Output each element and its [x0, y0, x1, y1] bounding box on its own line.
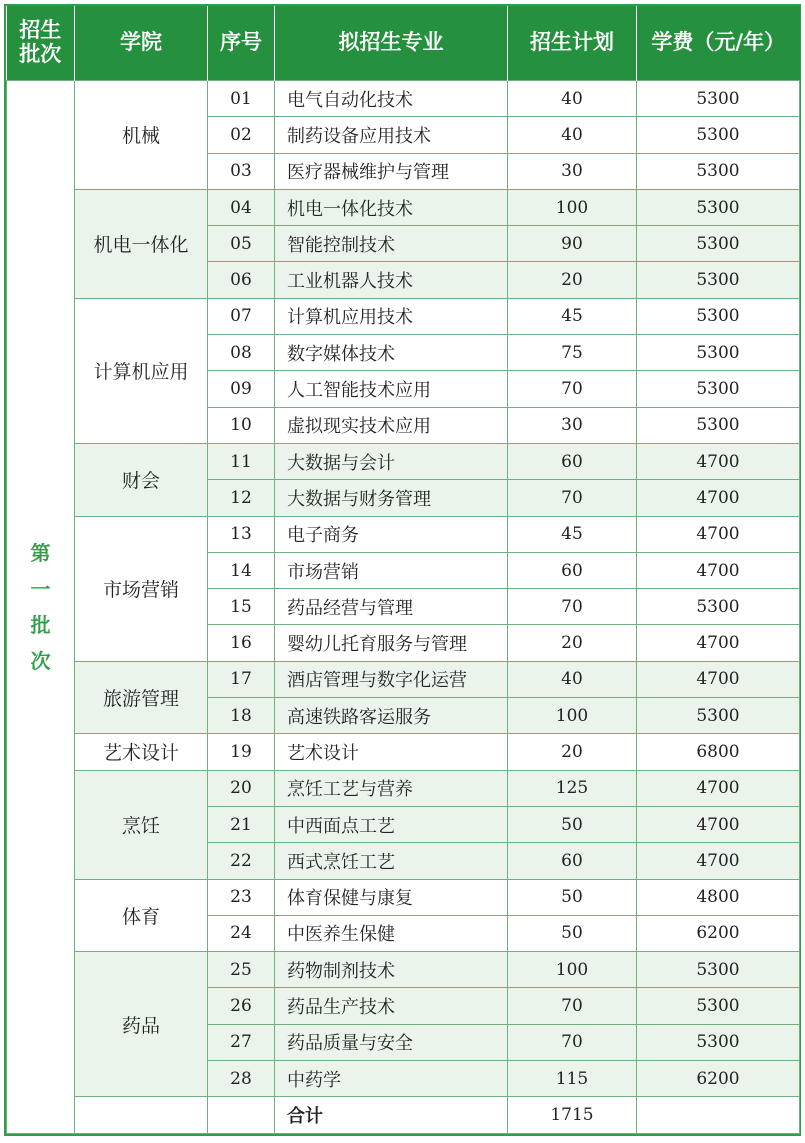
- plan-cell: 75: [508, 335, 637, 371]
- seq-cell: 02: [208, 117, 275, 153]
- plan-cell: 125: [508, 770, 637, 806]
- seq-cell: 01: [208, 81, 275, 117]
- fee-cell: 4700: [637, 843, 800, 879]
- plan-cell: 70: [508, 1024, 637, 1060]
- fee-cell: 4700: [637, 661, 800, 697]
- seq-cell: 11: [208, 443, 275, 479]
- plan-cell: 40: [508, 661, 637, 697]
- major-cell: 大数据与财务管理: [275, 480, 508, 516]
- table-row: [7, 734, 800, 770]
- plan-cell: 100: [508, 189, 637, 225]
- plan-cell: 50: [508, 879, 637, 915]
- seq-cell: 09: [208, 371, 275, 407]
- fee-cell: 4700: [637, 806, 800, 842]
- seq-cell: 07: [208, 298, 275, 334]
- seq-cell: 17: [208, 661, 275, 697]
- fee-cell: 4700: [637, 625, 800, 661]
- plan-cell: 45: [508, 516, 637, 552]
- major-cell: 体育保健与康复: [275, 879, 508, 915]
- major-cell: 中医养生保健: [275, 915, 508, 951]
- plan-cell: 50: [508, 806, 637, 842]
- seq-cell: 23: [208, 879, 275, 915]
- college-cell: 旅游管理: [75, 661, 208, 734]
- seq-cell: 12: [208, 480, 275, 516]
- fee-cell: 5300: [637, 117, 800, 153]
- enrollment-plan-table: [6, 6, 800, 1134]
- college-cell: 市场营销: [75, 516, 208, 661]
- plan-cell: 70: [508, 371, 637, 407]
- plan-cell: 20: [508, 262, 637, 298]
- major-cell: 烹饪工艺与营养: [275, 770, 508, 806]
- plan-cell: 40: [508, 117, 637, 153]
- college-cell: 机电一体化: [75, 189, 208, 298]
- table-row: [7, 298, 800, 334]
- major-cell: 机电一体化技术: [275, 189, 508, 225]
- total-college-empty: [75, 1097, 208, 1133]
- plan-cell: 90: [508, 226, 637, 262]
- seq-cell: 05: [208, 226, 275, 262]
- total-label: 合计: [275, 1097, 508, 1133]
- seq-cell: 13: [208, 516, 275, 552]
- major-cell: 婴幼儿托育服务与管理: [275, 625, 508, 661]
- plan-cell: 60: [508, 843, 637, 879]
- seq-cell: 04: [208, 189, 275, 225]
- seq-cell: 08: [208, 335, 275, 371]
- fee-cell: 5300: [637, 698, 800, 734]
- fee-cell: 6200: [637, 1061, 800, 1097]
- header-batch: 招生 批次: [7, 6, 75, 81]
- plan-cell: 20: [508, 734, 637, 770]
- plan-cell: 60: [508, 443, 637, 479]
- plan-cell: 50: [508, 915, 637, 951]
- table-row: [7, 952, 800, 988]
- fee-cell: 6200: [637, 915, 800, 951]
- fee-cell: 4700: [637, 516, 800, 552]
- batch-cell: 第 一 批 次: [7, 81, 75, 1134]
- plan-cell: 30: [508, 407, 637, 443]
- plan-cell: 20: [508, 625, 637, 661]
- fee-cell: 5300: [637, 407, 800, 443]
- plan-cell: 70: [508, 589, 637, 625]
- table-row: [7, 879, 800, 915]
- seq-cell: 28: [208, 1061, 275, 1097]
- plan-cell: 70: [508, 988, 637, 1024]
- major-cell: 医疗器械维护与管理: [275, 153, 508, 189]
- fee-cell: 5300: [637, 153, 800, 189]
- table-row: [7, 770, 800, 806]
- fee-cell: 4700: [637, 480, 800, 516]
- plan-cell: 60: [508, 552, 637, 588]
- major-cell: 计算机应用技术: [275, 298, 508, 334]
- table-row: [7, 443, 800, 479]
- seq-cell: 16: [208, 625, 275, 661]
- plan-cell: 100: [508, 698, 637, 734]
- table-row: [7, 516, 800, 552]
- major-cell: 高速铁路客运服务: [275, 698, 508, 734]
- major-cell: 药品经营与管理: [275, 589, 508, 625]
- major-cell: 电子商务: [275, 516, 508, 552]
- major-cell: 西式烹饪工艺: [275, 843, 508, 879]
- plan-cell: 40: [508, 81, 637, 117]
- seq-cell: 10: [208, 407, 275, 443]
- college-cell: 机械: [75, 81, 208, 190]
- seq-cell: 21: [208, 806, 275, 842]
- seq-cell: 27: [208, 1024, 275, 1060]
- fee-cell: 5300: [637, 1024, 800, 1060]
- header-major: 拟招生专业: [275, 6, 508, 81]
- major-cell: 工业机器人技术: [275, 262, 508, 298]
- total-fee-empty: [637, 1097, 800, 1133]
- seq-cell: 14: [208, 552, 275, 588]
- table-row: [7, 189, 800, 225]
- header-plan: 招生计划: [508, 6, 637, 81]
- seq-cell: 20: [208, 770, 275, 806]
- fee-cell: 4700: [637, 552, 800, 588]
- major-cell: 大数据与会计: [275, 443, 508, 479]
- plan-cell: 100: [508, 952, 637, 988]
- major-cell: 艺术设计: [275, 734, 508, 770]
- major-cell: 电气自动化技术: [275, 81, 508, 117]
- total-plan: 1715: [508, 1097, 637, 1133]
- major-cell: 制药设备应用技术: [275, 117, 508, 153]
- major-cell: 中西面点工艺: [275, 806, 508, 842]
- fee-cell: 5300: [637, 371, 800, 407]
- major-cell: 虚拟现实技术应用: [275, 407, 508, 443]
- major-cell: 智能控制技术: [275, 226, 508, 262]
- seq-cell: 24: [208, 915, 275, 951]
- fee-cell: 5300: [637, 335, 800, 371]
- seq-cell: 15: [208, 589, 275, 625]
- college-cell: 烹饪: [75, 770, 208, 879]
- total-seq-empty: [208, 1097, 275, 1133]
- major-cell: 数字媒体技术: [275, 335, 508, 371]
- major-cell: 药品质量与安全: [275, 1024, 508, 1060]
- fee-cell: 4700: [637, 770, 800, 806]
- fee-cell: 6800: [637, 734, 800, 770]
- fee-cell: 4800: [637, 879, 800, 915]
- seq-cell: 22: [208, 843, 275, 879]
- header-college: 学院: [75, 6, 208, 81]
- plan-cell: 70: [508, 480, 637, 516]
- fee-cell: 5300: [637, 952, 800, 988]
- seq-cell: 18: [208, 698, 275, 734]
- major-cell: 药品生产技术: [275, 988, 508, 1024]
- table-row: [7, 661, 800, 697]
- table-body: [7, 81, 800, 1134]
- enrollment-table-frame: [4, 4, 801, 1136]
- seq-cell: 25: [208, 952, 275, 988]
- fee-cell: 5300: [637, 589, 800, 625]
- total-row: [7, 1097, 800, 1133]
- college-cell: 财会: [75, 443, 208, 516]
- header-fee: 学费（元/年）: [637, 6, 800, 81]
- seq-cell: 06: [208, 262, 275, 298]
- plan-cell: 30: [508, 153, 637, 189]
- fee-cell: 5300: [637, 262, 800, 298]
- college-cell: 体育: [75, 879, 208, 952]
- table-row: [7, 81, 800, 117]
- fee-cell: 5300: [637, 189, 800, 225]
- header-seq: 序号: [208, 6, 275, 81]
- major-cell: 药物制剂技术: [275, 952, 508, 988]
- plan-cell: 115: [508, 1061, 637, 1097]
- college-cell: 药品: [75, 952, 208, 1097]
- college-cell: 艺术设计: [75, 734, 208, 770]
- college-cell: 计算机应用: [75, 298, 208, 443]
- seq-cell: 19: [208, 734, 275, 770]
- seq-cell: 26: [208, 988, 275, 1024]
- fee-cell: 5300: [637, 81, 800, 117]
- table-header-row: [7, 6, 800, 81]
- major-cell: 酒店管理与数字化运营: [275, 661, 508, 697]
- seq-cell: 03: [208, 153, 275, 189]
- major-cell: 人工智能技术应用: [275, 371, 508, 407]
- fee-cell: 5300: [637, 298, 800, 334]
- fee-cell: 4700: [637, 443, 800, 479]
- fee-cell: 5300: [637, 226, 800, 262]
- fee-cell: 5300: [637, 988, 800, 1024]
- major-cell: 中药学: [275, 1061, 508, 1097]
- major-cell: 市场营销: [275, 552, 508, 588]
- plan-cell: 45: [508, 298, 637, 334]
